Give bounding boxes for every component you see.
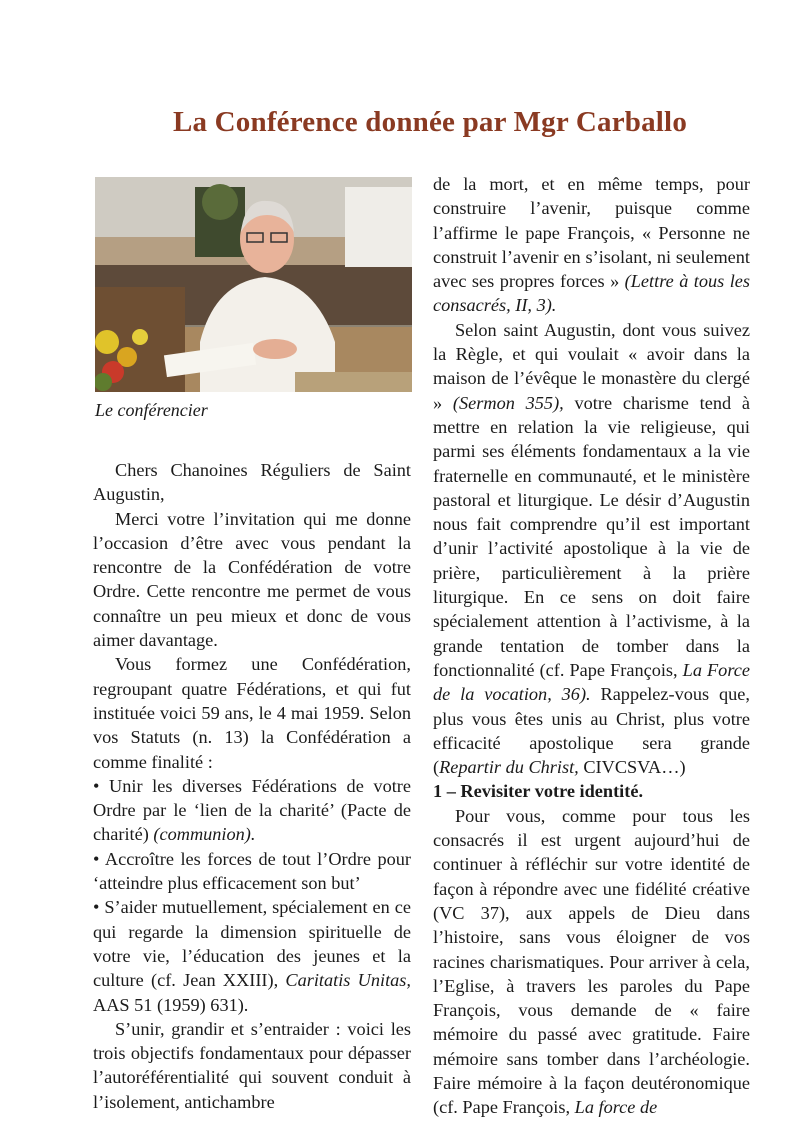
augustine-text-b: votre charisme tend à mettre en relation la vie religieuse, qui parmi ses éléments fondamentaux a la vie fraternelle en communauté, et le ministère pastoral et liturgique. Le désir d’Augustin nous fait comprendre qu’il est important d’unir l’activité apostolique à la vie de prière, particulièrement à la prière liturgique. En ce sens on doit faire spécialement attention à l’activisme, à la grande tentation de tomber dans la fonctionnalité (cf. Pape François, [433,392,750,680]
paragraph-thanks: Merci votre l’invitation qui me donne l’occasion d’être avec vous pendant la rencontre de la Confédération de votre Ordre. Cette rencontre me permet de vous connaître un peu mieux et donc de vous aimer davantage. [93,508,411,651]
bullet-unite-text: • Unir les diverses Fédérations de votre Ordre par le ‘lien de la charité’ (Pacte de charité) [93,775,411,845]
right-column [433,172,750,1120]
augustine-italic-2: La Force de la vocation, 36). [433,659,750,705]
paragraph-objectives: S’unir, grandir et s’entraider : voici les trois objectifs fondamentaux pour dépasser l’autoréférentialité qui souvent conduit à l’isolement, antichambre [93,1018,411,1112]
paragraph-augustine [433,318,750,780]
bullet-help [93,895,411,1016]
augustine-italic-1: (Sermon 355), [442,392,564,413]
paragraph-confederation: Vous formez une Confédération, regroupant quatre Fédérations, et qui fut instituée voici 59 ans, le 4 mai 1959. Selon vos Statuts (n. 13) la Confédération a comme finalité : [93,654,411,772]
augustine-text-c: Rappelez-vous que, plus vous êtes unis au Christ, plus votre efficacité apostolique sera grande ( [433,684,750,778]
identity-italic: La force de [570,1097,658,1118]
augustine-text-a: Selon saint Augustin, dont vous suivez la Règle, et qui voulait « avoir dans la maison de l’évêque le monastère du clergé » [433,319,750,413]
paragraph-future [433,172,750,318]
bullet-grow: • Accroître les forces de tout l’Ordre pour ‘atteindre plus efficacement son but’ [93,848,411,894]
paragraph-greeting: Chers Chanoines Réguliers de Saint Augustin, [93,460,411,505]
left-column [93,458,411,1114]
paragraph-identity [433,804,750,1120]
bullet-help-end: AAS 51 (1959) 631). [93,994,249,1015]
article-title: La Conférence donnée par Mgr Carballo [172,106,688,138]
bullet-unite-italic: (communion). [148,824,256,845]
speaker-photo [95,177,412,392]
photo-caption: Le conférencier [95,400,208,420]
augustine-italic-3: Repartir du Christ, [439,757,579,778]
augustine-text-d: CIVCSVA…) [578,757,686,778]
bullet-unite [93,774,411,847]
section-heading: 1 – Revisiter votre identité. [433,781,644,802]
bullet-help-text: • S’aider mutuellement, spécialement en ce qui regarde la dimension spirituelle de votre vie, l’éducation des jeunes et la culture (cf. Jean XXIII), [93,897,411,991]
speaker-photo-image [95,177,412,392]
bullet-help-italic: Caritatis Unitas, [278,970,411,991]
paragraph-future-text: de la mort, et en même temps, pour construire l’avenir, puisque comme l’affirme le pape François, « Personne ne construit l’avenir en s’isolant, ni seulement avec ses propres forces » [433,174,750,292]
identity-text: Pour vous, comme pour tous les consacrés il est urgent aujourd’hui de continuer à réfléchir sur votre identité de façon à répondre avec une fidélité créative (VC 37), aux appels de Dieu dans l’histoire, sans vous éloigner de vos racines charismatiques. Pour arriver à cela, l’Eglise, à travers les paroles du Pape François, vous demande de « faire mémoire du passé avec gratitude. Faire mémoire sans tomber dans l’archéologie. Faire mémoire à la façon deutéronomique (cf. Pape François, [433,805,750,1118]
paragraph-future-italic: (Lettre à tous les consacrés, II, 3). [433,271,751,316]
